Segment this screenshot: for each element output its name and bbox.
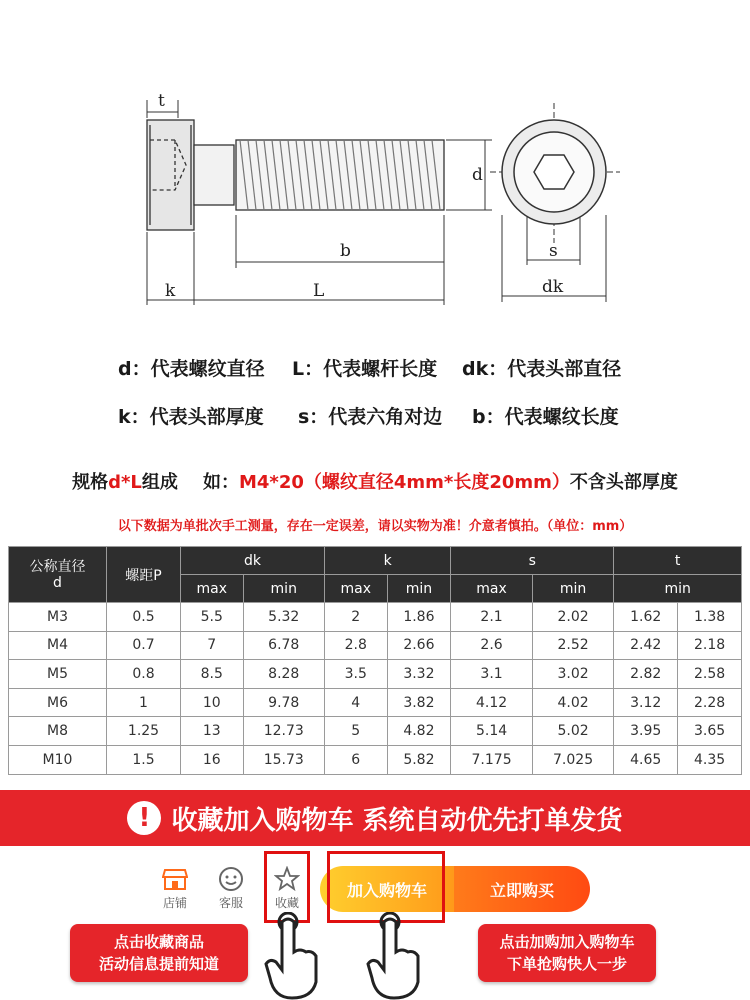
label-dk: dk (542, 277, 564, 297)
hand-pointer-icon (262, 912, 324, 1000)
banner-text: 收藏加入购物车 系统自动优先打单发货 (171, 805, 623, 836)
header-s-max: max (451, 575, 533, 603)
spec-formula: d*L (108, 472, 142, 493)
spec-suffix: 不含头部厚度 (569, 472, 678, 493)
table-row: M4 0.7 7 6.78 2.8 2.66 2.6 2.52 2.42 2.18 (9, 631, 742, 660)
table-row: M6 1 10 9.78 4 3.82 4.12 4.02 3.12 2.28 (9, 688, 742, 717)
table-row: M10 1.5 16 15.73 6 5.82 7.175 7.025 4.65 4.35 (9, 745, 742, 774)
label-d: d (472, 165, 483, 185)
header-nominal: 公称直径 d (9, 547, 107, 603)
customer-service-label: 客服 (218, 896, 243, 910)
label-t: t (158, 91, 165, 111)
header-dk-min: min (243, 575, 325, 603)
header-k: k (325, 547, 451, 575)
label-s: s (549, 241, 558, 261)
store-label: 店铺 (162, 896, 187, 910)
spec-prefix: 规格 (72, 472, 109, 493)
spec-example: M4*20（螺纹直径4mm*长度20mm） (238, 472, 570, 493)
store-icon (150, 864, 200, 894)
legend-L: L：代表螺杆长度 (292, 358, 438, 380)
label-k: k (165, 281, 176, 301)
header-t: t (614, 547, 742, 575)
promo-banner (0, 790, 750, 846)
header-dk-max: max (181, 575, 244, 603)
exclamation-icon: ! (127, 801, 161, 835)
spec-description (0, 468, 750, 494)
table-row: M5 0.8 8.5 8.28 3.5 3.32 3.1 3.02 2.82 2.58 (9, 660, 742, 689)
header-dk: dk (181, 547, 325, 575)
table-row: M3 0.5 5.5 5.32 2 1.86 2.1 2.02 1.62 1.38 (9, 603, 742, 632)
screw-dimension-diagram (0, 0, 750, 330)
label-b: b (340, 241, 351, 261)
buy-now-button[interactable]: 立即购买 (454, 866, 590, 912)
measurement-note: 以下数据为单批次手工测量，存在一定误差，请以实物为准！介意者慎拍。（单位：mm） (117, 519, 633, 534)
cart-callout: 点击加购加入购物车 下单抢购快人一步 (478, 924, 656, 982)
favorite-callout: 点击收藏商品 活动信息提前知道 (70, 924, 248, 982)
legend-dk: dk：代表头部直径 (462, 358, 622, 380)
header-k-min: min (387, 575, 451, 603)
store-button[interactable] (150, 864, 200, 911)
spec-mid: 组成 如： (141, 472, 239, 493)
table-row: M8 1.25 13 12.73 5 4.82 5.14 5.02 3.95 3.65 (9, 717, 742, 746)
legend-s: s：代表六角对边 (298, 406, 443, 428)
favorite-label: 收藏 (274, 896, 299, 910)
header-s: s (451, 547, 614, 575)
spec-table (8, 546, 742, 775)
label-L: L (313, 281, 325, 301)
header-s-min: min (532, 575, 614, 603)
header-t-min: min (614, 575, 742, 603)
customer-service-icon (206, 864, 256, 894)
add-to-cart-button[interactable]: 加入购物车 (320, 866, 454, 912)
header-pitch: 螺距P (107, 547, 181, 603)
legend-b: b：代表螺纹长度 (472, 406, 619, 428)
hand-pointer-icon (364, 912, 426, 1000)
customer-service-button[interactable] (206, 864, 256, 911)
header-k-max: max (325, 575, 388, 603)
legend-k: k：代表头部厚度 (118, 406, 264, 428)
bottom-action-bar (0, 846, 750, 1000)
legend-d: d：代表螺纹直径 (118, 358, 265, 380)
